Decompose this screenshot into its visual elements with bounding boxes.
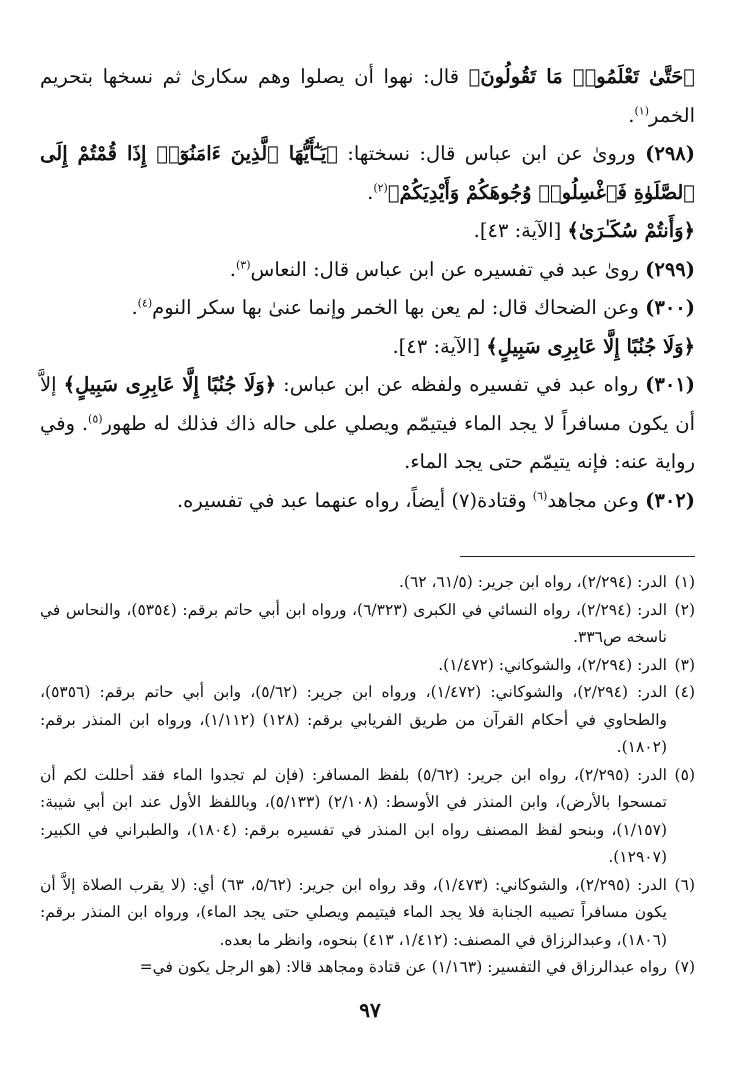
footnote-number: (٥): [674, 765, 695, 784]
quran-verse: ﴿وَلَا جُنُبًا إِلَّا عَابِرِى سَبِيلٍ﴾: [486, 334, 695, 358]
hadith-number: (٢٩٨): [645, 142, 695, 165]
paragraph-302: (٣٠٢) وعن مجاهد$^{(٦)}$ وقتادة(٧) أيضاً، رواه عنهما عبد في تفسيره.: [176, 488, 695, 512]
hadith-number: (٣٠٠): [645, 296, 695, 319]
footnote-ref: (٦): [532, 489, 548, 502]
footnote: [40, 569, 695, 597]
verse-heading: ﴿وَلَا جُنُبًا إِلَّا عَابِرِى سَبِيلٍ﴾ [الآية: ٤٣].: [392, 334, 695, 358]
footnote-number: (١): [674, 573, 695, 591]
footnote-text: الدر: (٢/٢٩٤)، رواه ابن جرير: (٦١/٥، ٦٢).: [398, 573, 667, 591]
footnote-text: الدر: (٢/٢٩٥)، والشوكاني: (١/٤٧٣)، وقد رواه ابن جرير: (٥/٦٢، ٦٣) أي: (لا يقرب الصلاة إلاَّ أن يكون مسافراً تصيبه الجنابة فلا يجد الماء فيتيمم ويصلي حتى يجد الماء)، ورواه ابن المنذر برقم: (١٨٠٦)، وعبدالرزاق في المصنف: (١/٤١٢، ٤١٣) بنحوه، وانظر ما بعده.: [40, 875, 667, 949]
main-text: [40, 58, 695, 520]
footnote-text: الدر: (٢/٢٩٥)، رواه ابن جرير: (٥/٦٢) بلفظ المسافر: (فإن لم تجدوا الماء فقد أحللت لكم أن تمسحوا بالأرض)، وابن المنذر في الأوسط: (٢/١٠٨) (٥/١٣٣)، وباللفظ الأول عند ابن أبي شيبة: (١/١٥٧)، وبنحو لفظ المصنف رواه ابن المنذر في تفسيره برقم: (١٨٠٤)، والطبراني في الكبير: (١٢٩٠٧).: [40, 765, 667, 866]
footnote-text: رواه عبدالرزاق في التفسير: (١/١٦٣) عن قتادة ومجاهد قالا: (هو الرجل يكون في=: [139, 958, 667, 976]
paragraph-300: (٣٠٠) وعن الضحاك قال: لم يعن بها الخمر وإنما عنىٰ بها سكر النوم$^{(٤)}$.: [131, 296, 695, 319]
hadith-number: (٣٠٢): [645, 488, 695, 512]
footnote-number: (٢): [674, 600, 695, 619]
footnote-number: (٧): [674, 958, 695, 976]
footnote: [40, 652, 695, 680]
footnote-ref: (٥): [88, 412, 103, 425]
footnote-ref: (١): [634, 104, 650, 117]
footnote-ref: (٣): [236, 258, 251, 271]
footnote: [40, 954, 695, 982]
footnote: [40, 597, 695, 652]
footnote-number: (٤): [674, 683, 695, 701]
footnote-ref: (٤): [137, 296, 153, 310]
quran-verse: ﴿وَلَا جُنُبًا إِلَّا عَابِرِى سَبِيلٍ﴾: [63, 373, 277, 396]
paragraph: ﴿حَتَّىٰ تَعْلَمُوا۟ مَا تَقُولُونَ﴾ قال: نهوا أن يصلوا وهم سكارىٰ ثم نسخها بتحريم الخمر$^{(١)}$.: [40, 65, 696, 127]
footnotes: [40, 569, 695, 982]
footnote: [40, 679, 695, 762]
paragraph-301: (٣٠١) رواه عبد في تفسيره ولفظه عن ابن عباس: ﴿وَلَا جُنُبًا إِلَّا عَابِرِى سَبِيلٍ﴾ إلاَّ أن يكون مسافراً لا يجد الماء فيتيمّم ويصلي على حاله ذاك فذلك له طهور$^{(٥)}$. وفي رواية عنه: فإنه يتيمّم حتى يجد الماء.: [40, 373, 696, 473]
footnote: [40, 762, 695, 872]
quran-verse: ﴿حَتَّىٰ تَعْلَمُوا۟ مَا تَقُولُونَ﴾: [468, 65, 696, 88]
footnote-text: الدر: (٢/٢٩٤)، والشوكاني: (١/٤٧٢).: [438, 655, 667, 674]
footnote-number: (٦): [674, 875, 695, 894]
page-number: ٩٧: [359, 998, 381, 1022]
hadith-number: (٢٩٩): [645, 257, 695, 281]
paragraph-299: (٢٩٩) روىٰ عبد في تفسيره عن ابن عباس قال: النعاس$^{(٣)}$.: [229, 257, 695, 281]
footnote-text: الدر: (٢/٢٩٤)، والشوكاني: (١/٤٧٢)، ورواه ابن جرير: (٥/٦٢)، وابن أبي حاتم برقم: (٥٣٥٦)، والطحاوي في أحكام القرآن من طريق الفريابي برقم: (١٢٨) (١/١١٢)، ورواه ابن المنذر برقم: (١٨٠٢).: [40, 683, 668, 756]
footnote-divider: [460, 556, 695, 557]
hadith-number: (٣٠١): [645, 373, 695, 396]
quran-verse: ﴿يَـٰٓأَيُّهَا ٱلَّذِينَ ءَامَنُوٓا۟ إِذَا قُمْتُمْ إِلَى ٱلصَّلَوٰةِ فَٱغْسِلُوا۟ وُجُوهَكُمْ وَأَيْدِيَكُمْ﴾: [40, 142, 695, 204]
footnote-number: (٣): [674, 655, 695, 674]
paragraph-298: (٢٩٨) وروىٰ عن ابن عباس قال: نسختها: ﴿يَـٰٓأَيُّهَا ٱلَّذِينَ ءَامَنُوٓا۟ إِذَا قُمْتُمْ إِلَى ٱلصَّلَوٰةِ فَٱغْسِلُوا۟ وُجُوهَكُمْ وَأَيْدِيَكُمْ﴾$^{(٢)}$.: [40, 142, 695, 204]
quran-verse: ﴿وَأَنتُمْ سُكَـٰرَىٰ﴾: [567, 219, 695, 242]
verse-heading: ﴿وَأَنتُمْ سُكَـٰرَىٰ﴾ [الآية: ٤٣].: [473, 219, 695, 242]
footnote-ref: (٢): [373, 181, 388, 194]
footnote: [40, 872, 695, 955]
footnote-text: الدر: (٢/٢٩٤)، رواه النسائي في الكبرى (٦/٣٢٣)، ورواه ابن أبي حاتم برقم: (٥٣٥٤)، والنحاس في ناسخه ص٣٣٦.: [40, 600, 667, 646]
